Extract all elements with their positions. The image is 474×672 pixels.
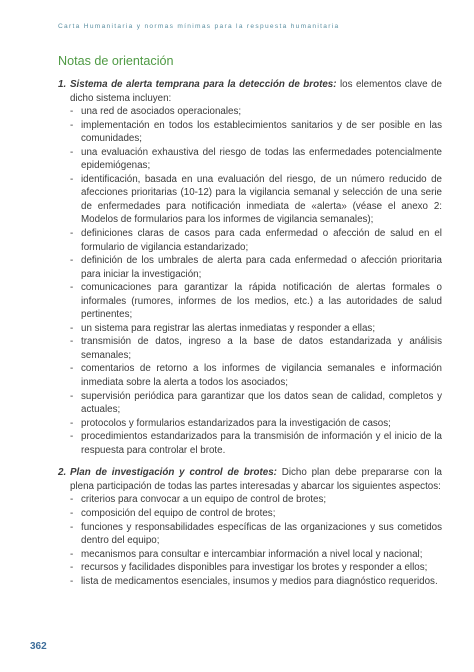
note-body	[70, 78, 442, 457]
list-item	[70, 507, 442, 521]
list-item-text: procedimientos estandarizados para la transmisión de información y el inicio de la respuesta para controlar el brote.	[81, 431, 442, 456]
list-item	[70, 105, 442, 119]
dash-bullet-icon: -	[70, 507, 74, 519]
list-item	[70, 521, 442, 548]
list-item	[70, 548, 442, 562]
list-item-text: lista de medicamentos esenciales, insumos y medios para diagnóstico requeridos.	[81, 575, 438, 587]
list-item	[70, 417, 442, 431]
list-item-text: comentarios de retorno a los informes de vigilancia semanales e información inmediata sobre la alerta a todos los asociados;	[81, 363, 442, 389]
list-item	[70, 575, 442, 589]
note-number: 2.	[58, 467, 67, 479]
list-item	[70, 493, 442, 507]
note-heading: Sistema de alerta temprana para la detección de brotes:	[70, 79, 337, 90]
dash-bullet-icon: -	[70, 146, 74, 158]
list-item	[70, 254, 442, 281]
note-intro: Dicho plan debe prepararse con la plena participación de todas las partes interesadas y abarcar los siguientes aspectos:	[70, 467, 442, 492]
list-item	[70, 561, 442, 575]
dash-bullet-icon: -	[70, 521, 74, 533]
notes-content	[58, 78, 442, 597]
note-number: 1.	[58, 79, 67, 90]
list-item-text: una evaluación exhaustiva del riesgo de todas las enfermedades potencialmente epidemiógenas;	[81, 146, 442, 172]
dash-bullet-icon: -	[70, 548, 74, 560]
list-item-text: definición de los umbrales de alerta para cada enfermedad o afección prioritaria para iniciar la investigación;	[81, 255, 442, 280]
list-item-text: transmisión de datos, ingreso a la base de datos estandarizada y análisis semanales;	[81, 336, 442, 361]
list-item-text: supervisión periódica para garantizar que los datos sean de calidad, completos y actuales;	[81, 390, 442, 416]
dash-bullet-icon: -	[70, 282, 74, 294]
list-item-text: un sistema para registrar las alertas inmediatas y responder a ellas;	[81, 322, 376, 334]
list-item	[70, 335, 442, 362]
list-item-text: identificación, basada en una evaluación del riesgo, de un número reducido de afecciones prioritarias (10-12) para la vigilancia semanal y selección de una serie de enfermedades para notificación inmediata de «alerta» (véase el anexo 2: Modelos de formularios para los informes de vigilancia semanales);	[81, 173, 442, 226]
dash-bullet-icon: -	[70, 255, 74, 267]
guidance-note-2	[58, 466, 442, 588]
list-item-text: definiciones claras de casos para cada enfermedad o afección de salud en el formulario de vigilancia estandarizado;	[81, 228, 442, 253]
list-item	[70, 281, 442, 322]
list-item	[70, 362, 442, 389]
section-title: Notas de orientación	[58, 54, 174, 68]
list-item-text: implementación en todos los establecimientos sanitarios y de ser posible en las comunidades;	[81, 119, 442, 145]
list-item	[70, 146, 442, 173]
note-bullet-list	[70, 105, 442, 457]
dash-bullet-icon: -	[70, 336, 74, 348]
dash-bullet-icon: -	[70, 562, 74, 574]
list-item-text: comunicaciones para garantizar la rápida notificación de alertas formales o informales (rumores, informes de los medios, etc.) a las autoridades de salud pertinentes;	[81, 282, 442, 321]
dash-bullet-icon: -	[70, 575, 74, 587]
dash-bullet-icon: -	[70, 390, 74, 402]
list-item	[70, 430, 442, 457]
dash-bullet-icon: -	[70, 106, 74, 118]
list-item-text: recursos y facilidades disponibles para investigar los brotes y responder a ellos;	[81, 562, 428, 574]
note-bullet-list	[70, 493, 442, 588]
dash-bullet-icon: -	[70, 363, 74, 375]
dash-bullet-icon: -	[70, 228, 74, 240]
list-item	[70, 227, 442, 254]
list-item-text: funciones y responsabilidades específicas de las organizaciones y sus cometidos dentro del equipo;	[81, 521, 442, 547]
list-item	[70, 173, 442, 227]
dash-bullet-icon: -	[70, 119, 74, 131]
dash-bullet-icon: -	[70, 431, 74, 443]
note-heading: Plan de investigación y control de brotes:	[70, 467, 277, 479]
running-header: Carta Humanitaria y normas mínimas para la respuesta humanitaria	[58, 23, 340, 30]
list-item	[70, 390, 442, 417]
dash-bullet-icon: -	[70, 417, 74, 429]
list-item-text: criterios para convocar a un equipo de control de brotes;	[81, 494, 327, 506]
list-item	[70, 322, 442, 336]
list-item-text: una red de asociados operacionales;	[81, 106, 242, 118]
note-intro: los elementos clave de dicho sistema incluyen:	[70, 79, 442, 104]
list-item-text: protocolos y formularios estandarizados para la investigación de casos;	[81, 417, 391, 429]
page-number: 362	[30, 641, 47, 652]
list-item	[70, 119, 442, 146]
dash-bullet-icon: -	[70, 322, 74, 334]
guidance-note-1	[58, 78, 442, 457]
note-body	[70, 466, 442, 588]
list-item-text: mecanismos para consultar e intercambiar información a nivel local y nacional;	[81, 548, 423, 560]
dash-bullet-icon: -	[70, 173, 74, 185]
dash-bullet-icon: -	[70, 494, 74, 506]
list-item-text: composición del equipo de control de brotes;	[81, 507, 276, 519]
